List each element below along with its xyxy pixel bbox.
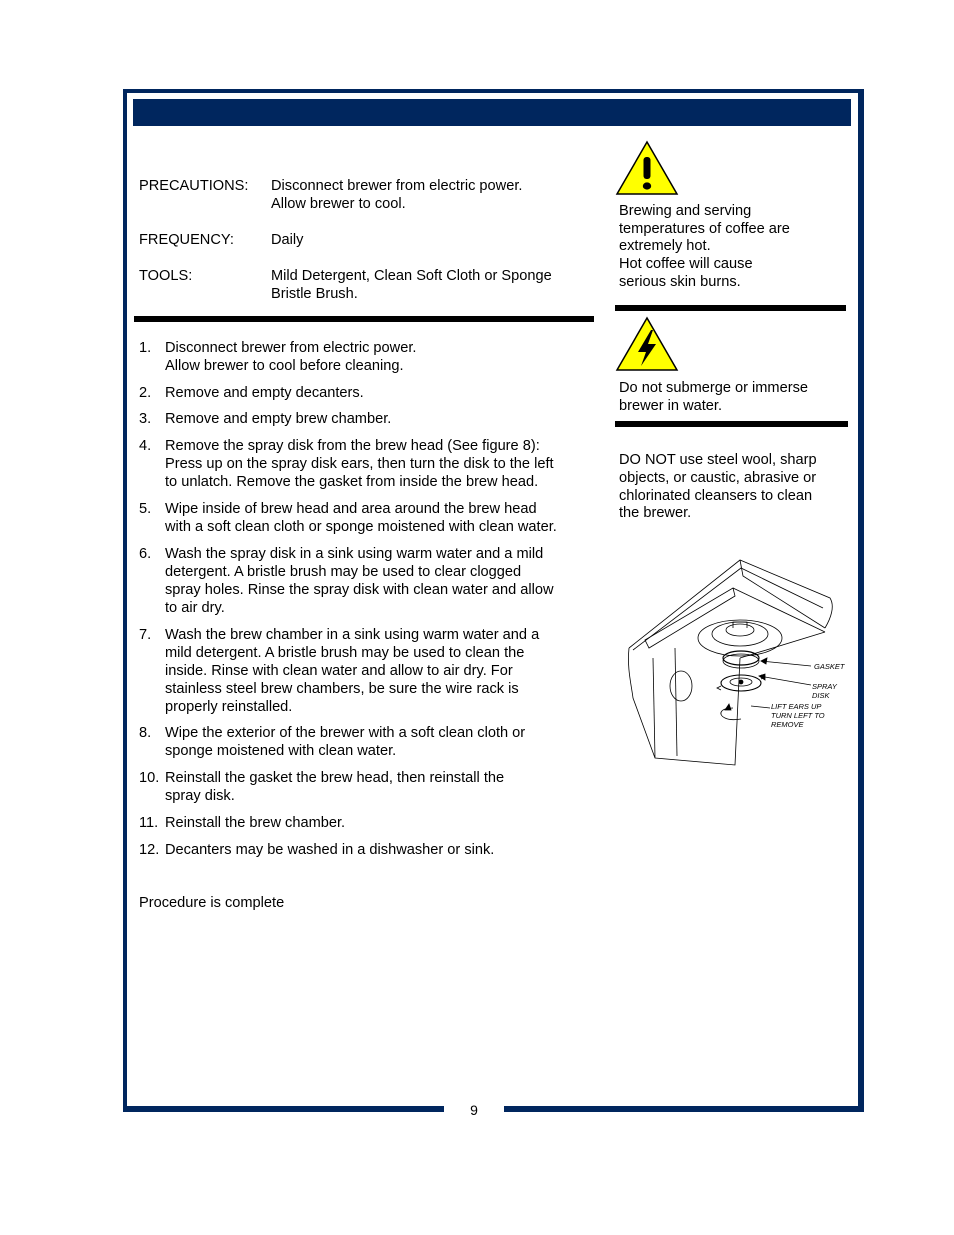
- hot-warning-line-3: extremely hot.: [619, 238, 711, 254]
- step-line: sponge moistened with clean water.: [165, 743, 397, 759]
- step-line: inside. Rinse with clean water and allow to air dry. For: [165, 663, 513, 679]
- step-line: spray disk.: [165, 788, 235, 804]
- step-text: [165, 841, 494, 859]
- step-number: 8.: [139, 725, 152, 741]
- step-number: 7.: [139, 627, 152, 643]
- step-text: [165, 384, 364, 402]
- caution-line-4: the brewer.: [619, 505, 692, 521]
- step-text: [165, 437, 554, 491]
- gasket-label: GASKET: [814, 662, 845, 671]
- hot-warning-line-1: Brewing and serving: [619, 203, 752, 219]
- step-text: [165, 545, 554, 617]
- step-number: 10.: [139, 770, 160, 786]
- step-number: 6.: [139, 546, 152, 562]
- step-line: mild detergent. A bristle brush may be used to clean the: [165, 645, 525, 661]
- warning-divider-2: [615, 421, 848, 427]
- lightning-triangle-icon: [615, 316, 679, 372]
- step-line: spray holes. Rinse the spray disk with clean water and allow: [165, 582, 554, 598]
- step-text: [165, 339, 416, 375]
- electric-warning-line-1: Do not submerge or immerse: [619, 380, 808, 396]
- step-line: Reinstall the gasket the brew head, then reinstall the: [165, 770, 505, 786]
- step-line: Remove and empty brew chamber.: [165, 411, 392, 427]
- step-number: 5.: [139, 501, 152, 517]
- step-line: detergent. A bristle brush may be used to clear clogged: [165, 564, 522, 580]
- warning-divider-1: [615, 305, 846, 311]
- step-line: Decanters may be washed in a dishwasher or sink.: [165, 842, 495, 858]
- step-number: 12.: [139, 842, 160, 858]
- step-number: 3.: [139, 411, 152, 427]
- exclamation-triangle-icon: [615, 140, 679, 196]
- step-line: Press up on the spray disk ears, then turn the disk to the left: [165, 456, 554, 472]
- lift-label-2: TURN LEFT TO: [771, 711, 825, 720]
- precautions-line-1: Disconnect brewer from electric power.: [271, 178, 523, 194]
- step-text: [165, 500, 557, 536]
- step-number: 2.: [139, 385, 152, 401]
- section-divider: [134, 316, 594, 322]
- lift-label-1: LIFT EARS UP: [771, 702, 822, 711]
- spray-label-1: SPRAY: [812, 682, 837, 691]
- step-line: properly reinstalled.: [165, 699, 293, 715]
- step-line: Wash the spray disk in a sink using warm water and a mild: [165, 546, 544, 562]
- frequency-label: FREQUENCY:: [139, 232, 234, 248]
- step-line: with a soft clean cloth or sponge moistened with clean water.: [165, 519, 557, 535]
- step-line: to air dry.: [165, 600, 225, 616]
- precautions-label: PRECAUTIONS:: [139, 178, 249, 194]
- step-number: 11.: [139, 815, 159, 831]
- brew-head-diagram: [625, 558, 855, 770]
- spray-label-2: DISK: [812, 691, 830, 700]
- step-line: to unlatch. Remove the gasket from inside the brew head.: [165, 474, 539, 490]
- step-line: Remove the spray disk from the brew head (See figure 8):: [165, 438, 540, 454]
- caution-line-1: DO NOT use steel wool, sharp: [619, 452, 817, 468]
- lift-label-3: REMOVE: [771, 720, 804, 729]
- step-text: [165, 724, 525, 760]
- electric-warning-line-2: brewer in water.: [619, 398, 723, 414]
- step-line: Remove and empty decanters.: [165, 385, 364, 401]
- tools-line-1: Mild Detergent, Clean Soft Cloth or Sponge: [271, 268, 552, 284]
- tools-line-2: Bristle Brush.: [271, 286, 358, 302]
- step-line: Disconnect brewer from electric power.: [165, 340, 417, 356]
- tools-label: TOOLS:: [139, 268, 193, 284]
- step-number: 1.: [139, 340, 152, 356]
- hot-warning-line-2: temperatures of coffee are: [619, 221, 790, 237]
- caution-line-2: objects, or caustic, abrasive or: [619, 470, 817, 486]
- step-text: [165, 769, 504, 805]
- caution-line-3: chlorinated cleansers to clean: [619, 488, 813, 504]
- step-text: [165, 410, 391, 428]
- frequency-value: Daily: [271, 232, 304, 248]
- step-line: stainless steel brew chambers, be sure the wire rack is: [165, 681, 519, 697]
- step-text: [165, 814, 345, 832]
- precautions-line-2: Allow brewer to cool.: [271, 196, 406, 212]
- hot-warning-line-4: Hot coffee will cause: [619, 256, 753, 272]
- step-text: [165, 626, 539, 716]
- step-line: Allow brewer to cool before cleaning.: [165, 358, 404, 374]
- step-number: 4.: [139, 438, 152, 454]
- title-bar: [133, 99, 851, 126]
- step-line: Reinstall the brew chamber.: [165, 815, 346, 831]
- page-number: 9: [444, 1101, 504, 1119]
- step-line: Wipe the exterior of the brewer with a soft clean cloth or: [165, 725, 526, 741]
- step-line: Wash the brew chamber in a sink using warm water and a: [165, 627, 540, 643]
- hot-warning-line-5: serious skin burns.: [619, 274, 741, 290]
- completion-text: Procedure is complete: [139, 895, 285, 911]
- step-line: Wipe inside of brew head and area around the brew head: [165, 501, 537, 517]
